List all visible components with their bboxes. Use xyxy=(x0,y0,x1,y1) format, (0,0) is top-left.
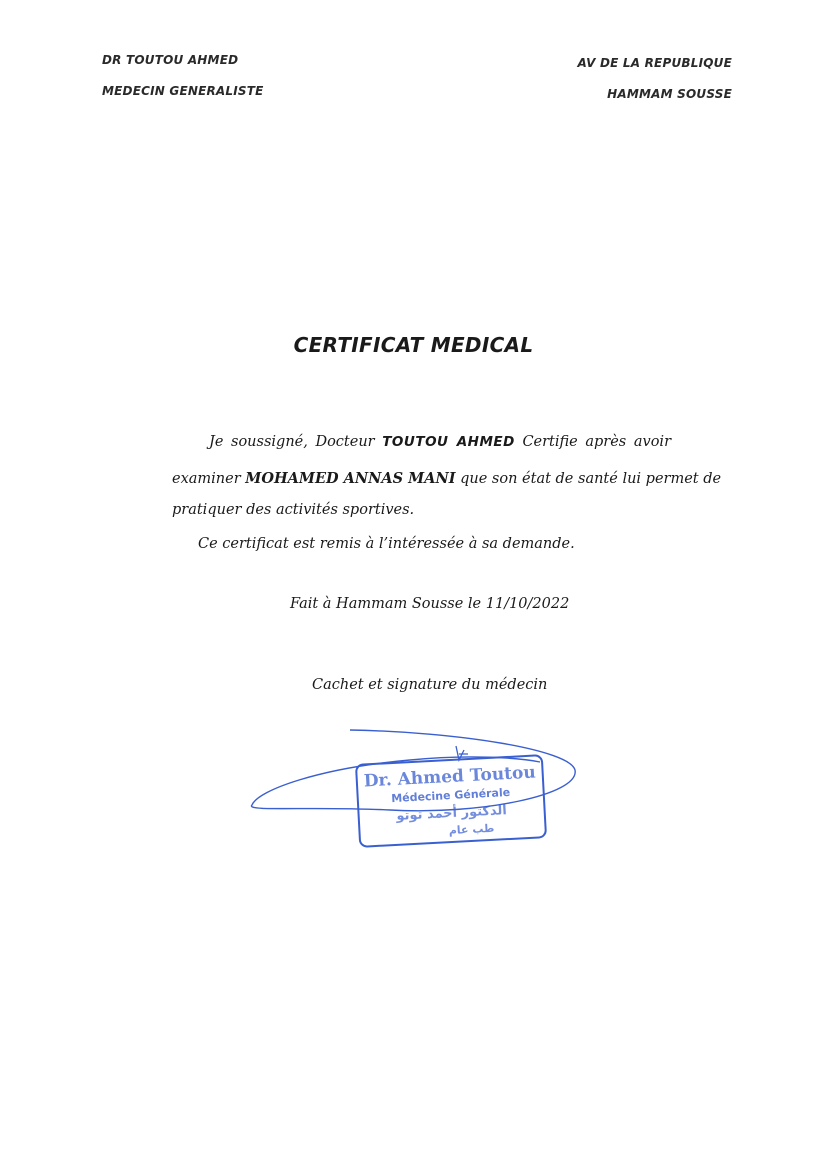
line2-suffix: que son état de santé lui permet de xyxy=(460,471,722,487)
stamp-line-3: الدكتور أحمد توتو xyxy=(396,803,508,824)
signature-label: Cachet et signature du médecin xyxy=(312,677,548,693)
body-line-2 xyxy=(172,470,721,487)
document-title: CERTIFICAT MEDICAL xyxy=(293,333,534,357)
address-line-1: AV DE LA REPUBLIQUE xyxy=(577,56,732,70)
stamp-line-4: طب عام xyxy=(448,821,495,838)
body-line-3: pratiquer des activités sportives. xyxy=(172,502,415,518)
stamp-line-2: Médecine Générale xyxy=(390,785,511,806)
line1-suffix: Certifie après avoir xyxy=(522,434,671,450)
patient-name: MOHAMED ANNAS MANI xyxy=(245,470,456,487)
doctor-specialty: MEDECIN GENERALISTE xyxy=(102,84,264,98)
line1-prefix: Je soussigné, Docteur xyxy=(209,434,375,450)
doctor-stamp-and-signature xyxy=(240,720,590,860)
body-line-4: Ce certificat est remis à l’intéressée à sa demande. xyxy=(198,536,575,552)
place-and-date: Fait à Hammam Sousse le 11/10/2022 xyxy=(290,596,570,612)
stamp-graphic xyxy=(240,720,590,860)
certifying-doctor-name: TOUTOU AHMED xyxy=(382,434,515,450)
doctor-name-header: DR TOUTOU AHMED xyxy=(102,53,239,67)
body-line-1 xyxy=(209,434,671,450)
signature-mark xyxy=(456,746,468,760)
stamp-line-1: Dr. Ahmed Toutou xyxy=(363,762,537,792)
line2-prefix: examiner xyxy=(172,471,241,487)
address-line-2: HAMMAM SOUSSE xyxy=(607,87,732,101)
